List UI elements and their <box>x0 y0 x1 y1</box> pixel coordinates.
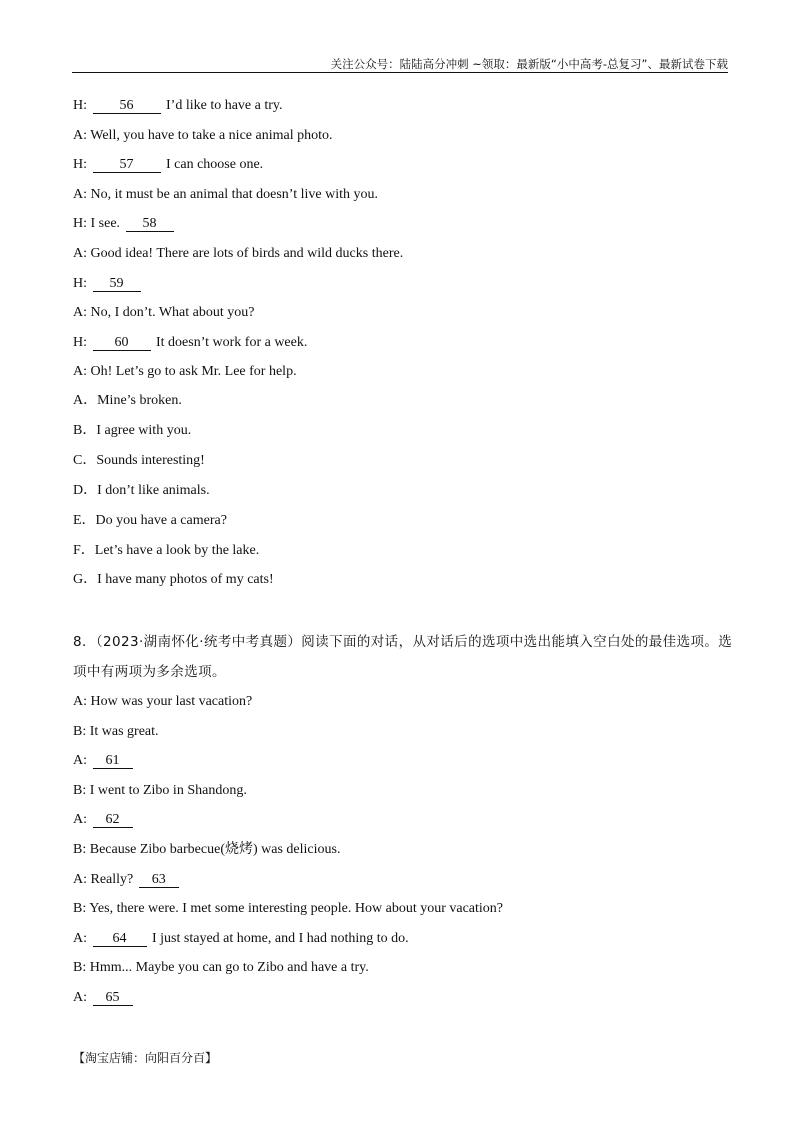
line-text: H: <box>73 275 91 291</box>
answer-blank: 65 <box>93 990 133 1006</box>
page-footer: 【淘宝店铺：向阳百分百】 <box>73 1051 218 1065</box>
line-text: A: How was your last vacation? <box>73 694 253 709</box>
dialogue-line <box>73 871 181 889</box>
line-text: H: <box>73 98 91 113</box>
dialogue-line <box>73 959 369 977</box>
line-text: A: <box>73 812 91 828</box>
option-item: A．Mine’s broken. <box>73 393 182 408</box>
answer-blank: 57 <box>93 157 161 173</box>
dialogue-line <box>73 989 135 1007</box>
instructions-line-1: 8．（2023·湖南怀化·统考中考真题）阅读下面的对话，从对话后的选项中选出能填入空白处的最佳选项。选 <box>73 634 733 650</box>
dialogue-line <box>73 245 403 263</box>
line-text: B: It was great. <box>73 723 159 739</box>
line-text: H: <box>73 334 91 350</box>
answer-blank: 60 <box>93 335 151 351</box>
line-text: H: I see. <box>73 216 124 232</box>
line-text: A: Really? <box>73 871 137 887</box>
page-header-text: 关注公众号：陆陆高分冲刺 ~领取：最新版“小中高考-总复习”、最新试卷下载 <box>330 57 728 71</box>
line-text: I can choose one. <box>162 157 264 173</box>
question-instructions <box>73 627 733 687</box>
dialogue-line <box>73 304 254 322</box>
line-text: It doesn’t work for a week. <box>152 334 308 350</box>
answer-blank: 64 <box>93 931 147 947</box>
line-text: I’d like to have a try. <box>162 98 283 113</box>
answer-blank: 61 <box>93 753 133 769</box>
option-item: F．Let’s have a look by the lake. <box>73 542 260 558</box>
dialogue-line <box>73 97 283 115</box>
line-text: A: <box>73 930 91 946</box>
dialogue-line <box>73 693 252 711</box>
dialogue-line <box>73 811 135 829</box>
option-item: D．I don’t like animals. <box>73 482 210 498</box>
line-text: I just stayed at home, and I had nothing to do. <box>148 930 409 946</box>
line-text: A: Oh! Let’s go to ask Mr. Lee for help. <box>73 364 297 380</box>
line-text: A: Good idea! There are lots of birds and wild ducks there. <box>73 246 404 261</box>
line-text: A: Well, you have to take a nice animal photo. <box>73 127 333 143</box>
answer-blank: 59 <box>93 276 141 292</box>
dialogue-line <box>73 841 340 859</box>
dialogue-line <box>73 782 247 800</box>
line-text: A: No, it must be an animal that doesn’t live with you. <box>73 186 378 202</box>
line-text: A: No, I don’t. What about you? <box>73 305 255 321</box>
dialogue-line <box>73 363 297 381</box>
option-item: B．I agree with you. <box>73 422 192 438</box>
option-item: C．Sounds interesting! <box>73 452 205 468</box>
dialogue-line <box>73 127 333 145</box>
dialogue-line <box>73 723 159 741</box>
line-text: H: <box>73 157 91 173</box>
dialogue-line <box>73 930 409 948</box>
dialogue-line <box>73 156 263 174</box>
instructions-line-2: 项中有两项为多余选项。 <box>73 664 226 680</box>
header-divider <box>72 72 728 73</box>
option-item: G．I have many photos of my cats! <box>73 572 274 588</box>
dialogue-line <box>73 752 135 770</box>
dialogue-line <box>73 186 378 204</box>
dialogue-line <box>73 215 176 233</box>
answer-blank: 56 <box>93 98 161 114</box>
line-text: B: Hmm... Maybe you can go to Zibo and have a try. <box>73 960 369 976</box>
option-item: E．Do you have a camera? <box>73 512 227 528</box>
answer-blank: 63 <box>139 872 179 888</box>
line-text: B: Because Zibo barbecue(烧烤) was delicious. <box>73 842 341 857</box>
line-text: A: <box>73 990 91 1005</box>
line-text: B: I went to Zibo in Shandong. <box>73 782 247 798</box>
dialogue-line <box>73 334 307 352</box>
answer-blank: 62 <box>93 812 133 828</box>
dialogue-line <box>73 900 503 918</box>
line-text: A: <box>73 753 91 769</box>
line-text: B: Yes, there were. I met some interesting people. How about your vacation? <box>73 901 504 917</box>
dialogue-line <box>73 275 143 293</box>
answer-blank: 58 <box>126 216 174 232</box>
